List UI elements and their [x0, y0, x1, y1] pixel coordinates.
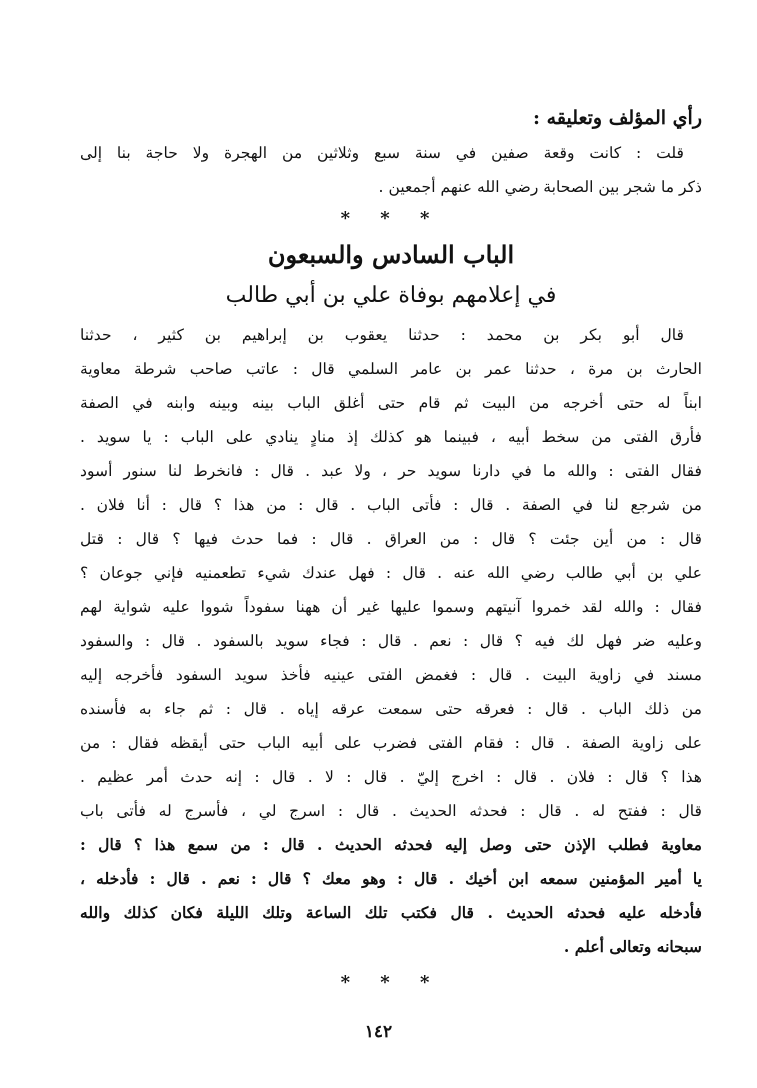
body-line: هذا ؟ قال : فلان . قال : اخرج إليّ . قال : لا . قال : إنه حدث أمر عظيم .	[80, 768, 702, 786]
body-line: فقال الفتى : والله ما في دارنا سويد حر ، ولا عبد . قال : فانخرط لنا سنور أسود	[80, 462, 702, 480]
separator-stars: * * *	[340, 208, 442, 229]
body-line: على زاوية الصفة . قال : فقام الفتى فضرب على أبيه الباب حتى أيقظه فقال : من	[80, 734, 702, 752]
chapter-subtitle: في إعلامهم بوفاة علي بن أبي طالب	[225, 283, 557, 308]
page-number: ١٤٢	[364, 1022, 393, 1042]
body-line: يا أمير المؤمنين سمعه ابن أخيك . قال : وهو معك ؟ قال : نعم . قال : فأدخله ،	[80, 869, 702, 888]
body-line: سبحانه وتعالى أعلم .	[563, 937, 702, 956]
page-body	[80, 100, 702, 998]
body-line: من شرجع لنا في الصفة . قال : فأتى الباب . قال : من هذا ؟ قال : أنا فلان .	[80, 496, 702, 514]
body-line: قال أبو بكر بن محمد : حدثنا يعقوب بن إبراهيم بن كثير ، حدثنا	[80, 326, 684, 344]
body-line: الحارث بن مرة ، حدثنا عمر بن عامر السلمي قال : عاتب صاحب شرطة معاوية	[80, 360, 702, 378]
body-line: ابناً له حتى أخرجه من البيت ثم قام حتى أغلق الباب بينه وبينه وابنه في الصفة	[80, 394, 702, 412]
body-line: فأرق الفتى من سخط أبيه ، فبينما هو كذلك إذ منادٍ ينادي على الباب : يا سويد .	[80, 428, 702, 446]
separator-stars: * * *	[340, 972, 442, 993]
body-line: مسند في زاوية البيت . قال : فغمض الفتى عينيه فأخذ سويد السفود فأخرجه إليه	[80, 666, 702, 684]
chapter-title: الباب السادس والسبعون	[267, 240, 515, 269]
body-line: وعليه ضر فهل لك فيه ؟ قال : نعم . قال : فجاء سويد بالسفود . قال : والسفود	[80, 632, 702, 650]
section-line: ذكر ما شجر بين الصحابة رضي الله عنهم أجمعين .	[378, 178, 702, 196]
body-line: فأدخله عليه فحدثه الحديث . قال فكتب تلك الساعة وتلك الليلة فكان كذلك والله	[80, 903, 702, 922]
body-line: قال : ففتح له . قال : فحدثه الحديث . قال : اسرج لي ، فأسرج له فأتى باب	[80, 802, 702, 820]
body-line: من ذلك الباب . قال : فعرقه حتى سمعت عرقه إياه . قال : ثم جاء به فأسنده	[80, 700, 702, 718]
chapter-body	[80, 318, 702, 964]
body-line: معاوية فطلب الإذن حتى وصل إليه فحدثه الحديث . قال : من سمع هذا ؟ قال :	[80, 835, 702, 854]
body-line: علي بن أبي طالب رضي الله عنه . قال : فهل عندك شيء تطعمنيه فإني جوعان ؟	[80, 564, 702, 582]
body-line: قال : من أين جئت ؟ قال : من العراق . قال : فما حدث فيها ؟ قال : قتل	[80, 530, 702, 548]
section-heading: رأي المؤلف وتعليقه :	[533, 107, 702, 129]
section-line: قلت : كانت وقعة صفين في سنة سبع وثلاثين من الهجرة ولا حاجة بنا إلى	[80, 144, 684, 162]
body-line: فقال : والله لقد خمروا آنيتهم وسموا عليها غير أن ههنا سفوداً شووا عليه شواية لهم	[80, 598, 702, 616]
